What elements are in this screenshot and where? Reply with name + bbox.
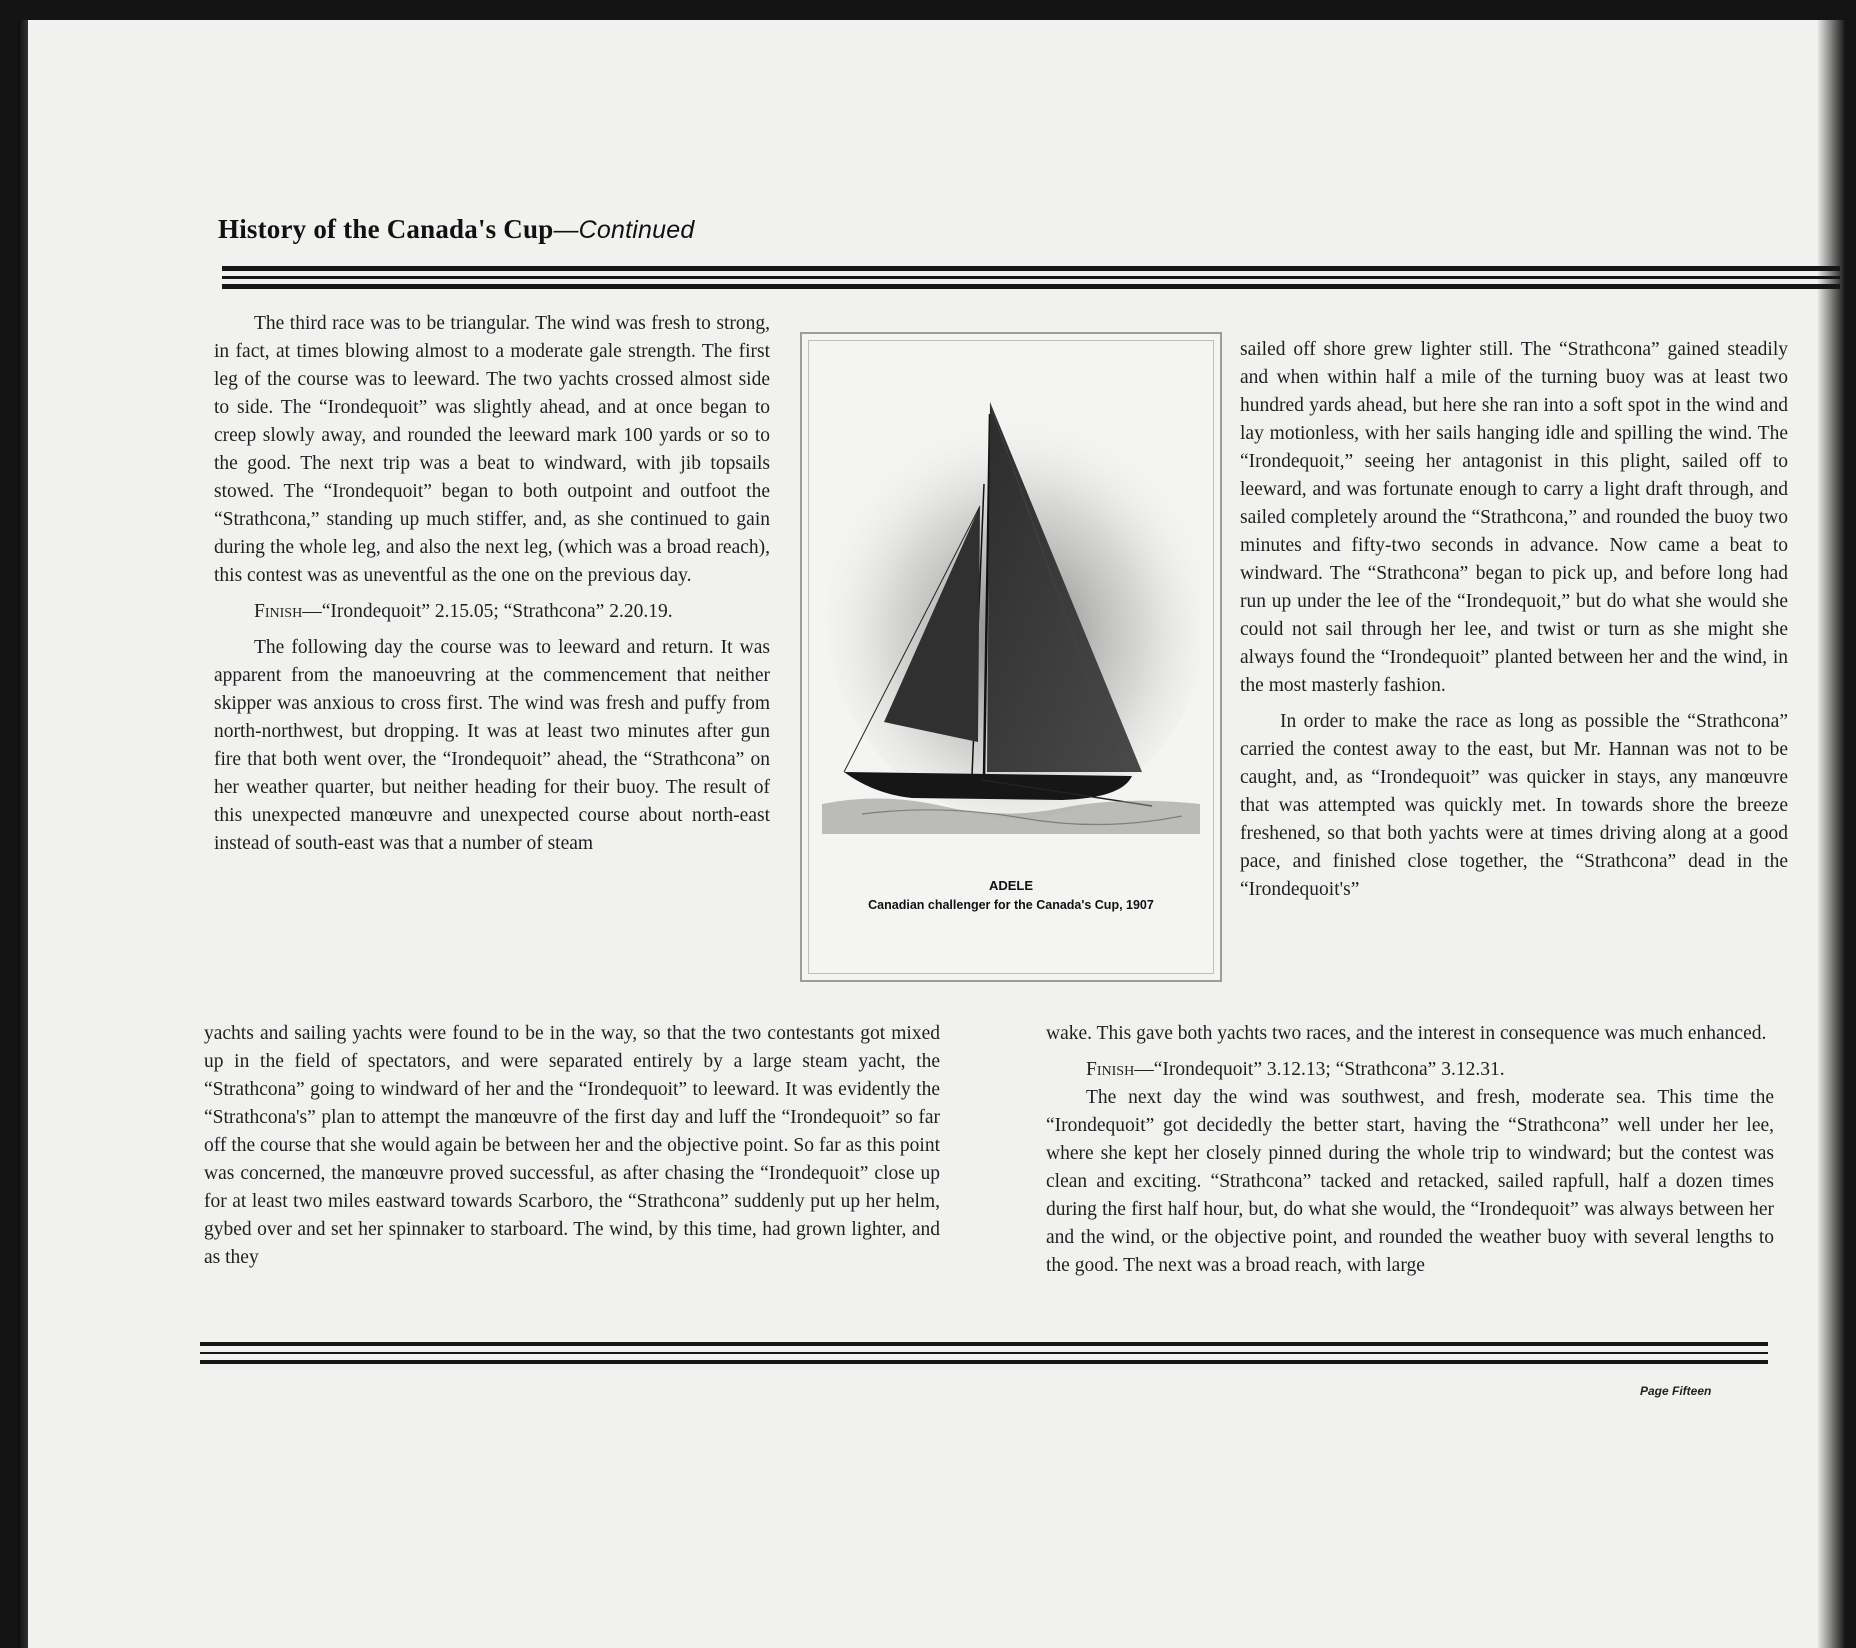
paragraph: The following day the course was to leeward and return. It was apparent from the manoeuvring at the commencement that neither skipper was anxious to cross first. The wind was fresh and puffy from north-northwest, but dropping. It was at least two minutes after gun fire that both went over, the “Irondequoit” ahead, the “Strathcona” on her weather quarter, but neither heading for their buoy. The result of this unexpected manœuvre and unexpected course about north-east instead of south-east was that a number of steam: [214, 637, 770, 854]
paragraph: The next day the wind was southwest, and fresh, moderate sea. This time the “Irondequoit” got decidedly the better start, having the “Strathcona” well under her lee, where she kept her closely pinned during the whole trip to windward; but the contest was clean and exciting. “Strathcona” tacked and retacked, sailed rapfull, half a dozen times during the first half hour, but, do what she would, the “Irondequoit” was always between her and the wind, or the objective point, and rounded the weather buoy with several lengths to the good. The next was a broad reach, with large: [1046, 1087, 1774, 1276]
paragraph: wake. This gave both yachts two races, and the interest in consequence was much enhanced.: [1046, 1023, 1767, 1044]
finish-line: [1046, 1056, 1774, 1084]
paragraph: yachts and sailing yachts were found to be in the way, so that the two contestants got mixed up in the field of spectators, and were separated entirely by a large steam yacht, the “Strathcona” going to windward of her and the “Irondequoit” to leeward. It was evidently the “Strathcona's” plan to attempt the manœuvre of the first day and luff the “Irondequoit” so far off the course that she would again be between her and the objective point. So far as this point was concerned, the manœuvre proved successful, as after chasing the “Irondequoit” close up for at least two miles eastward towards Scarboro, the “Strathcona” suddenly put up her helm, gybed over and set her spinnaker to starboard. The wind, by this time, had grown lighter, and as they: [204, 1023, 940, 1268]
paragraph: In order to make the race as long as possible the “Strathcona” carried the contest away to the east, but Mr. Hannan was not to be caught, and, as “Irondequoit” was quicker in stays, any manœuvre that was attempted was quickly met. In towards shore the breeze freshened, so that both yachts were at times driving along at a good pace, and finished close together, the “Strathcona” dead in the “Irondequoit's”: [1240, 711, 1788, 900]
header-rule-2: [222, 276, 1840, 279]
figure-caption-title: ADELE: [988, 878, 1034, 893]
figure: [800, 332, 1222, 982]
footer-rule-2: [200, 1352, 1768, 1354]
figure-caption: Canadian challenger for the Canada's Cup, 1907: [868, 898, 1154, 912]
paragraph: sailed off shore grew lighter still. The “Strathcona” gained steadily and when within half a mile of the turning buoy was at least two hundred yards ahead, but here she ran into a soft spot in the wind and lay motionless, with her sails hanging idle and spilling the wind. The “Irondequoit,” seeing her antagonist in this plight, sailed off to leeward, and was fortunate enough to carry a light draft through, and sailed completely around the “Strathcona,” and rounded the buoy two minutes and fifty-two seconds in advance. Now came a beat to windward. The “Strathcona” began to pick up, and before long had run up under the lee of the “Irondequoit,” but do what she would she could not sail through her lee, and twist or turn as she might she always found the “Irondequoit” planted between her and the wind, in the most masterly fashion.: [1240, 339, 1788, 696]
finish-times: —“Irondequoit” 2.15.05; “Strathcona” 2.20.19.: [302, 601, 673, 622]
page-title: [218, 214, 694, 258]
header-rule-3: [222, 284, 1840, 289]
header-rule-1: [222, 266, 1840, 271]
paragraph: The third race was to be triangular. The wind was fresh to strong, in fact, at times blowing almost to a moderate gale strength. The first leg of the course was to leeward. The two yachts crossed almost side to side. The “Irondequoit” was slightly ahead, and at once began to creep slowly away, and rounded the leeward mark 100 yards or so to the good. The next trip was a beat to windward, with jib topsails stowed. The “Irondequoit” began to both outpoint and outfoot the “Strathcona,” standing up much stiffer, and, as she continued to gain during the whole leg, and also the next leg, (which was a broad reach), this contest was as uneventful as the one on the previous day.: [214, 313, 770, 586]
page-shadow-right: [1818, 20, 1846, 1648]
right-wide-column: [1046, 1020, 1774, 1280]
page-number: Page Fifteen: [1640, 1384, 1712, 1398]
finish-line: [214, 598, 770, 626]
finish-times: —“Irondequoit” 3.12.13; “Strathcona” 3.12.31.: [1134, 1059, 1505, 1080]
sailboat-illustration: [822, 394, 1200, 834]
title-continued: —Continued: [553, 216, 695, 244]
right-column: [1240, 336, 1788, 904]
left-column: [214, 310, 770, 858]
title-text: History of the Canada's Cup: [218, 214, 554, 244]
finish-label: Finish: [1086, 1059, 1135, 1080]
left-wide-column: [204, 1020, 940, 1272]
footer-rule-3: [200, 1360, 1768, 1364]
footer-rule-1: [200, 1342, 1768, 1346]
finish-label: Finish: [254, 601, 303, 622]
